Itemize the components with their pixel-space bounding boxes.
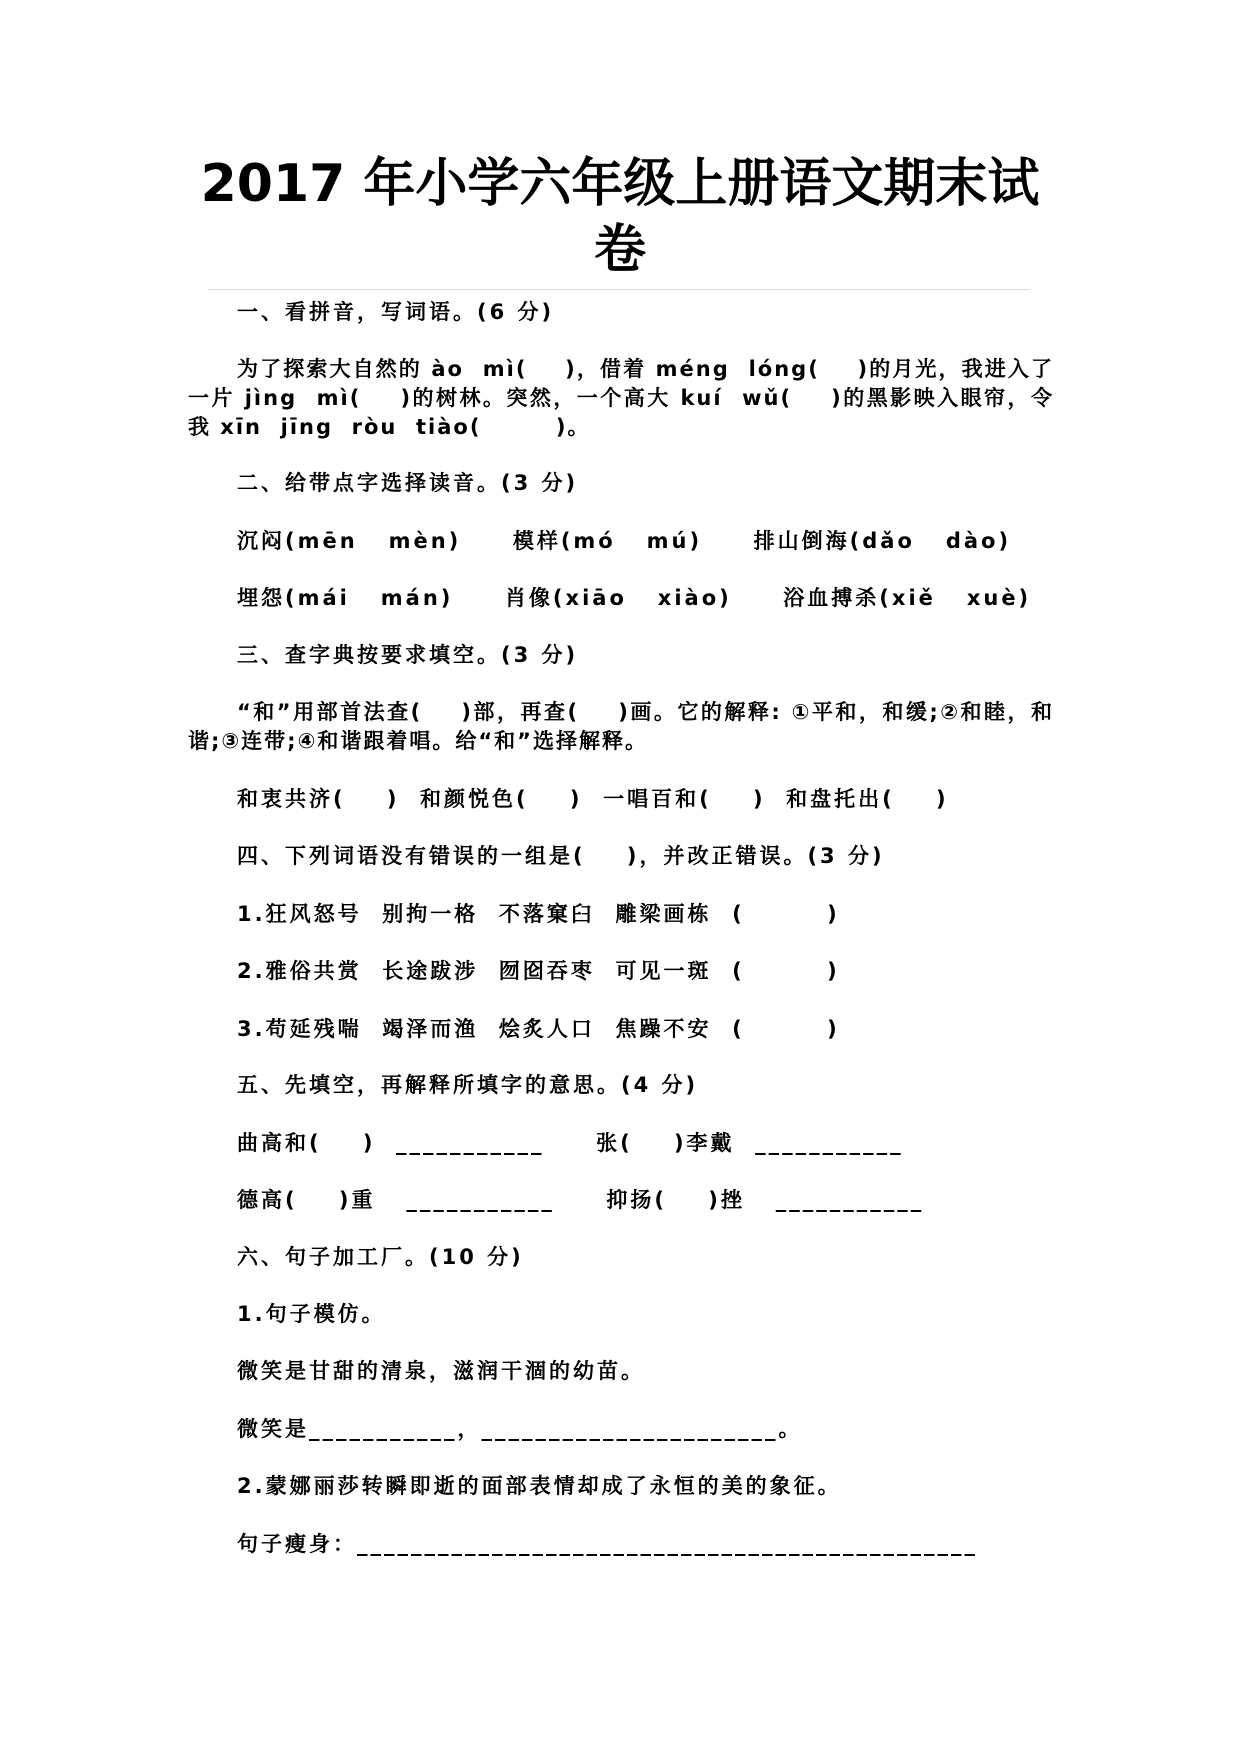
- section-4-item-2: 2.雅俗共赏 长途跋涉 囫囵吞枣 可见一斑 ( ): [237, 959, 840, 983]
- section-6-q1-label: 1.句子模仿。: [237, 1302, 386, 1326]
- section-4-heading: 四、下列词语没有错误的一组是( )，并改正错误。(3 分): [237, 844, 885, 868]
- section-2-heading: 二、给带点字选择读音。(3 分): [237, 471, 579, 495]
- section-2-row-1: 沉闷(mēn mèn) 模样(mó mú) 排山倒海(dǎo dào): [237, 529, 1012, 553]
- section-1-body: 为了探索大自然的 ào mì( )，借着 méng lóng( )的月光，我进入了一片 jìng mì( )的树林。突然，一个高大 kuí wǔ( )的黑影映入眼帘，令我 xīn jīng ròu tiào( )。: [188, 357, 1054, 439]
- section-4-item-1: 1.狂风怒号 别拘一格 不落窠臼 雕梁画栋 ( ): [237, 902, 840, 926]
- section-3-heading: 三、查字典按要求填空。(3 分): [237, 643, 579, 667]
- section-2-row-2: 埋怨(mái mán) 肖像(xiāo xiào) 浴血搏杀(xiě xuè): [237, 586, 1032, 610]
- document-title-line-2: 卷: [593, 220, 646, 280]
- section-5-row-1: 曲高和( ) ___________ 张( )李戴 ___________: [237, 1131, 904, 1155]
- document-title-line-1: 2017 年小学六年级上册语文期末试: [200, 154, 1040, 214]
- section-3-row: 和衷共济( ) 和颜悦色( ) 一唱百和( ) 和盘托出( ): [237, 787, 949, 811]
- section-6-q2-label: 2.蒙娜丽莎转瞬即逝的面部表情却成了永恒的美的象征。: [237, 1474, 842, 1498]
- section-6-q1-example: 微笑是甘甜的清泉，滋润干涸的幼苗。: [237, 1359, 645, 1383]
- title-divider: [208, 289, 1030, 290]
- section-6-q1-answer: 微笑是___________，______________________。: [237, 1417, 803, 1441]
- section-1-heading: 一、看拼音，写词语。(6 分): [237, 300, 555, 324]
- section-3-body: “和”用部首法查( )部，再查( )画。它的解释: ①平和，和缓;②和睦，和谐;③连带;④和谐跟着唱。给“和”选择解释。: [188, 700, 1054, 753]
- section-6-q2-answer: 句子瘦身：______________________________________________: [237, 1532, 978, 1556]
- section-4-item-3: 3.苟延残喘 竭泽而渔 烩炙人口 焦躁不安 ( ): [237, 1017, 840, 1041]
- section-5-row-2: 德高( )重 ___________ 抑扬( )挫 ___________: [237, 1188, 925, 1212]
- section-6-heading: 六、句子加工厂。(10 分): [237, 1245, 524, 1269]
- section-5-heading: 五、先填空，再解释所填字的意思。(4 分): [237, 1073, 699, 1097]
